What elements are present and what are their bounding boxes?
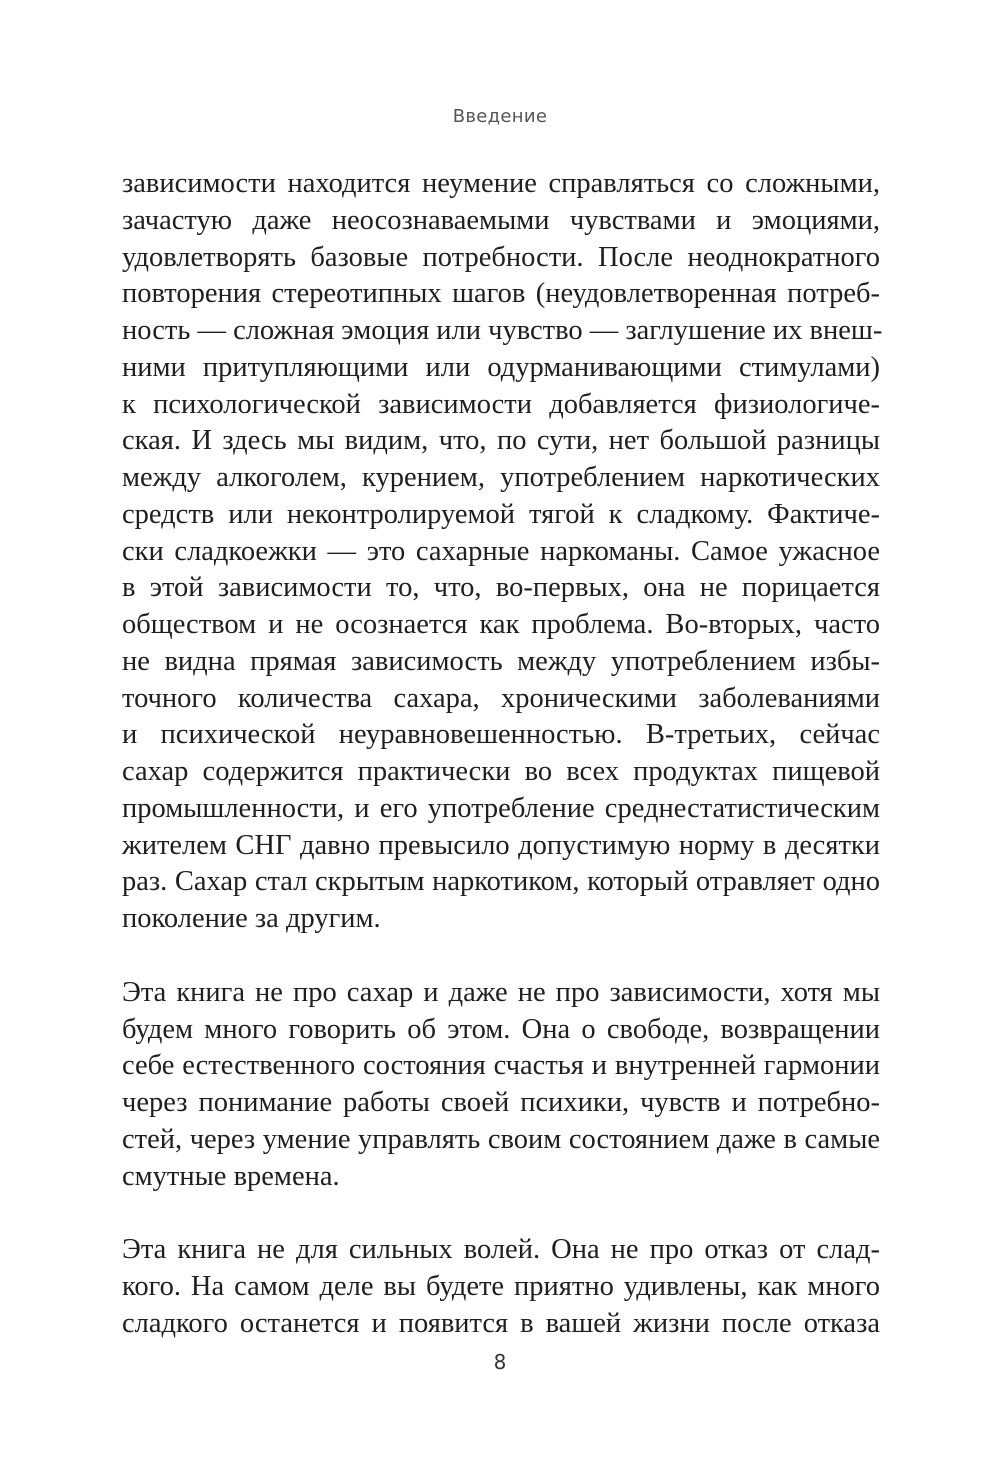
text-line: себе естественного состояния счастья и внутренней гармонии	[122, 1050, 880, 1082]
text-line: через понимание работы своей психики, чувств и потребно-	[122, 1087, 880, 1118]
text-line: будем много говорить об этом. Она о свободе, возвращении	[122, 1013, 880, 1045]
text-line: повторения стереотипных шагов (неудовлетворенная потреб-	[122, 278, 880, 310]
text-line: ски сладкоежки — это сахарные наркоманы. Самое ужасное	[122, 535, 880, 567]
text-line: поколение за другим.	[122, 903, 381, 934]
body-text	[122, 166, 883, 1343]
text-line: зачастую даже неосознаваемыми чувствами и эмоциями,	[122, 204, 880, 236]
text-line: сладкого останется и появится в вашей жизни после отказа	[122, 1307, 880, 1339]
text-line: Эта книга не про сахар и даже не про зависимости, хотя мы	[122, 976, 880, 1008]
text-line: ская. И здесь мы видим, что, по сути, нет большой разницы	[122, 425, 880, 457]
text-line: удовлетворять базовые потребности. После неоднократного	[122, 241, 880, 273]
text-line: промышленности, и его употребление среднестатистическим	[122, 792, 880, 824]
text-line: ность — сложная эмоция или чувство — заглушение их внеш-	[122, 315, 883, 346]
text-line: жителем СНГ давно превысило допустимую норму в десятки	[122, 829, 880, 861]
text-line: точного количества сахара, хроническими заболеваниями	[122, 682, 880, 714]
text-line: ними притупляющими или одурманивающими стимулами)	[122, 351, 880, 383]
text-line: и психической неуравновешенностью. В-третьих, сейчас	[122, 719, 880, 751]
running-head: Введение	[452, 106, 548, 127]
paragraph	[122, 166, 883, 938]
text-line: между алкоголем, курением, употреблением наркотических	[122, 462, 880, 493]
text-line: стей, через умение управлять своим состоянием даже в самые	[122, 1123, 880, 1155]
text-line: средств или неконтролируемой тягой к сладкому. Фактиче-	[122, 498, 880, 530]
page-number: 8	[493, 1350, 507, 1374]
paragraph	[122, 1232, 880, 1342]
text-line: сахар содержится практически во всех продуктах пищевой	[122, 756, 880, 787]
text-line: к психологической зависимости добавляется физиологиче-	[122, 388, 880, 420]
text-line: не видна прямая зависимость между употреблением избы-	[122, 645, 880, 677]
text-line: зависимости находится неумение справляться со сложными,	[122, 168, 880, 199]
paragraph	[122, 975, 880, 1196]
text-line: кого. На самом деле вы будете приятно удивлены, как много	[122, 1271, 880, 1302]
text-line: Эта книга не для сильных волей. Она не про отказ от слад-	[122, 1234, 880, 1266]
text-line: в этой зависимости то, что, во-первых, она не порицается	[122, 572, 880, 604]
text-line: смутные времена.	[122, 1160, 340, 1192]
text-line: обществом и не осознается как проблема. Во-вторых, часто	[122, 609, 880, 640]
text-line: раз. Сахар стал скрытым наркотиком, который отравляет одно	[122, 866, 880, 898]
